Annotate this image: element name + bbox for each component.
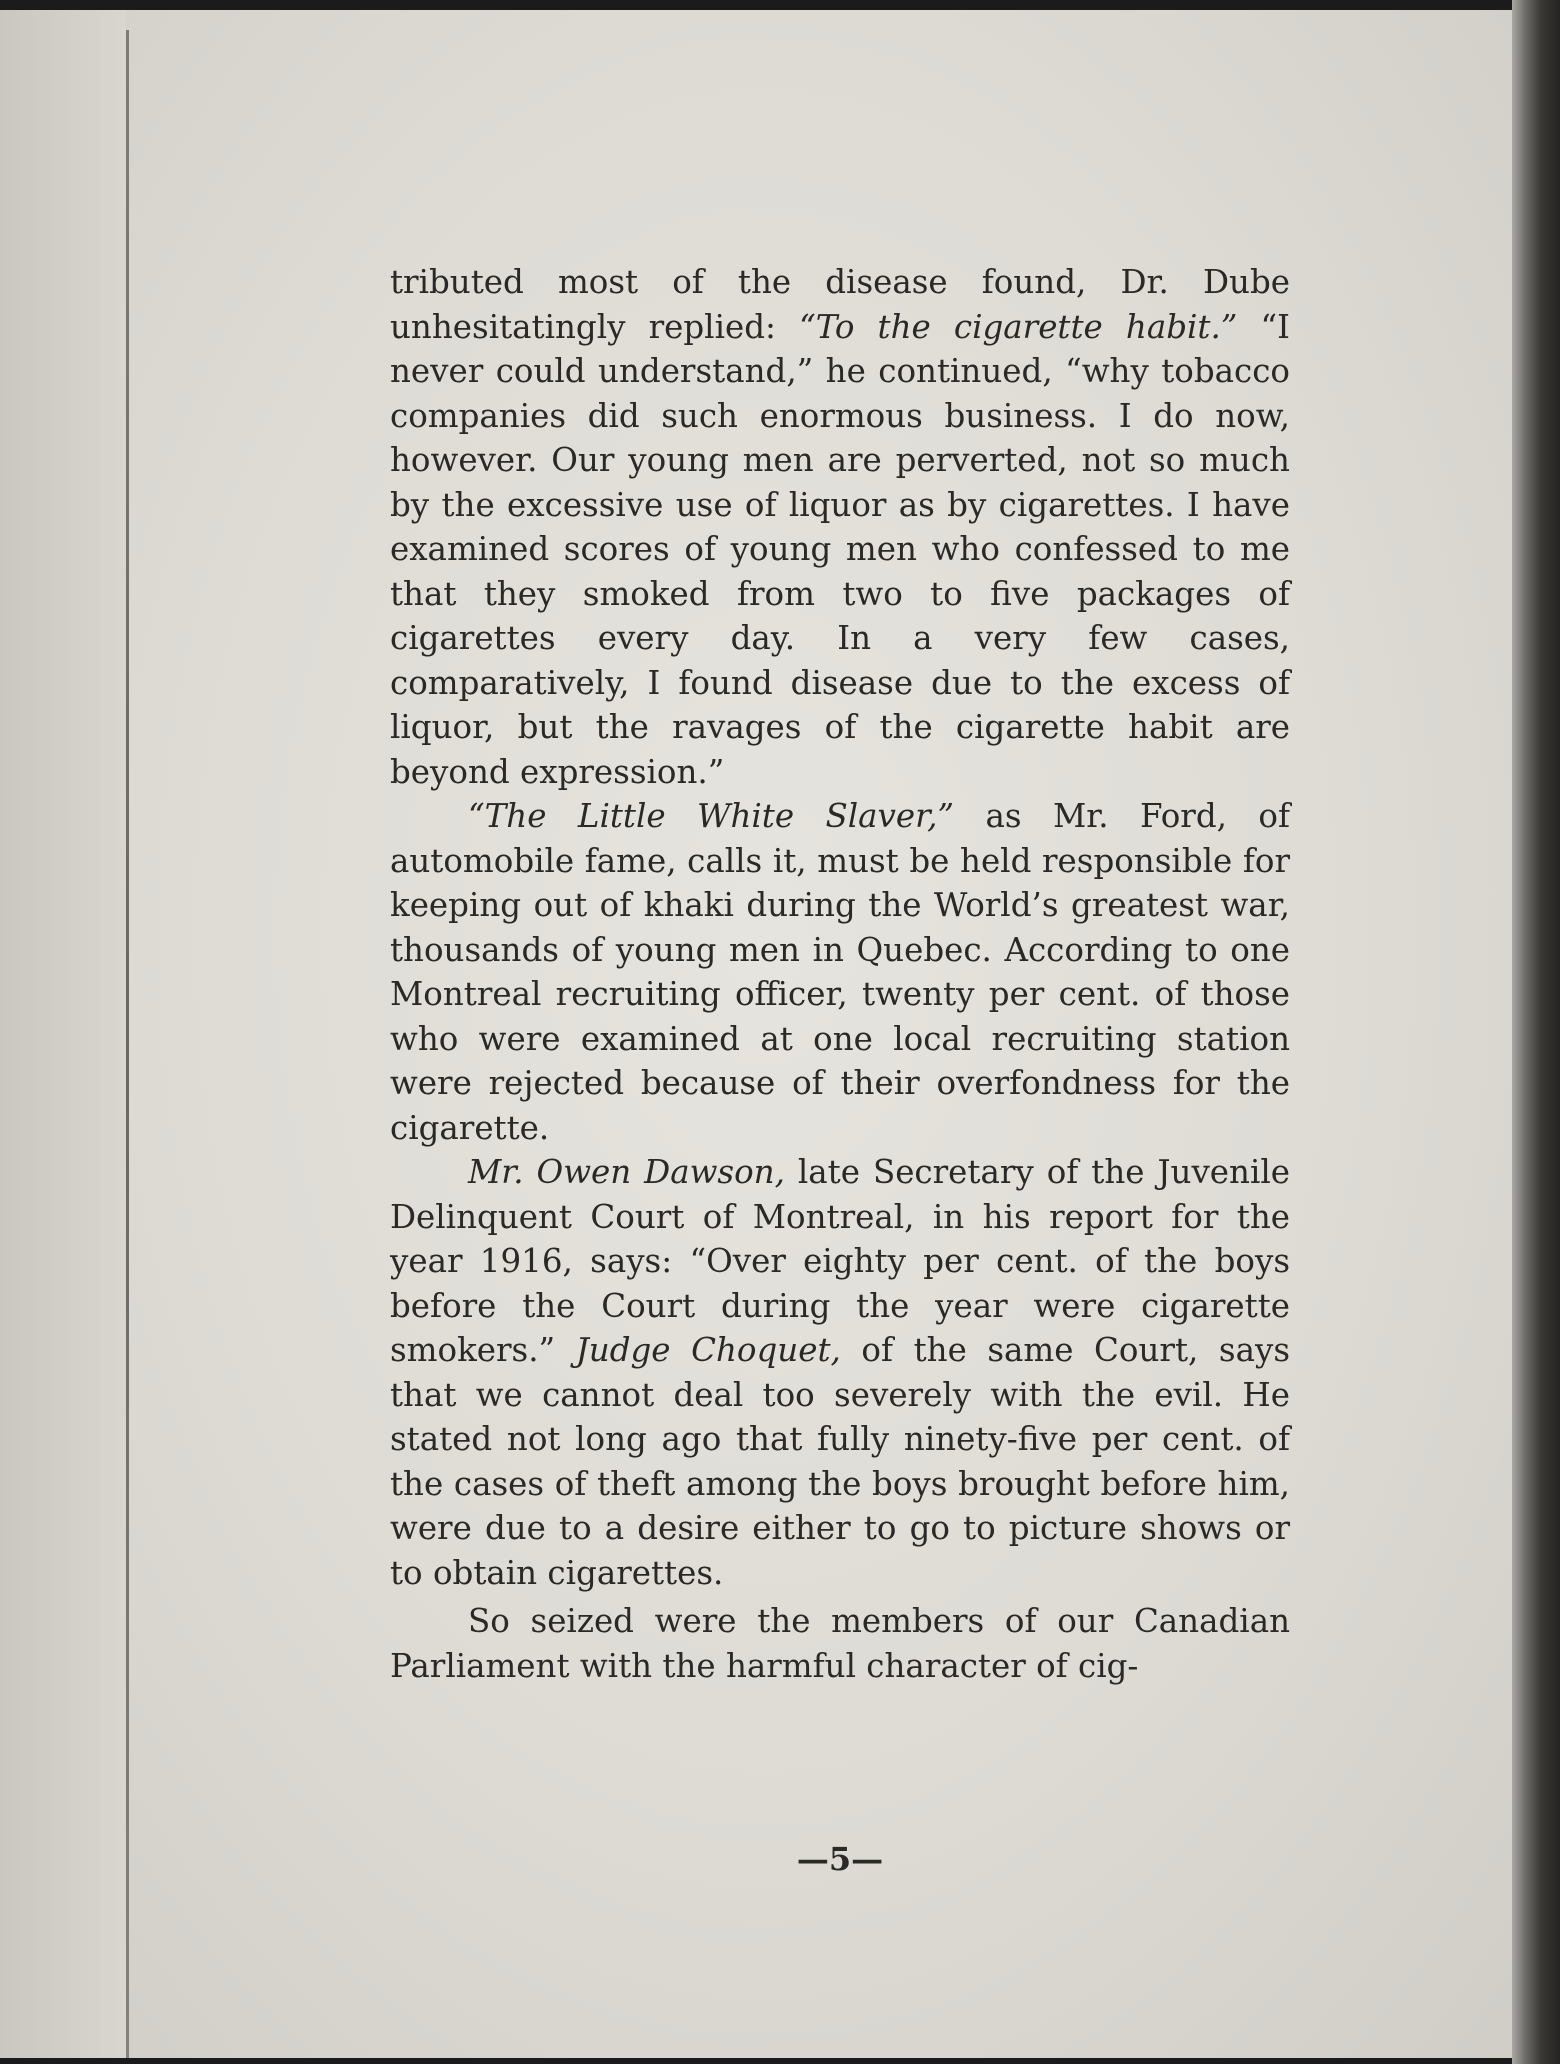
- paragraph-3-italic-name-1: Mr. Owen Dawson,: [468, 1153, 785, 1191]
- paragraph-3-text-1: late Secretary of the Juvenile Delinquent Court of Montreal, in his report for the year 1916, says: “Over eighty per cent. of the boys before the Court during the year were cigarette smokers.”: [390, 1153, 1290, 1369]
- paragraph-4: [390, 1599, 1290, 1688]
- page-stack-edge: [1512, 0, 1560, 2064]
- paragraph-3-italic-name-2: Judge Choquet,: [575, 1331, 841, 1369]
- paragraph-1-text-1: tributed most of the disease found, Dr. Dube unhesitatingly replied:: [390, 263, 1290, 346]
- paragraph-3: [390, 1150, 1290, 1595]
- paragraph-1-italic-quote: “To the cigarette habit.”: [799, 307, 1238, 346]
- paragraph-3-text-2: of the same Court, says that we cannot deal too severely with the evil. He stated not long ago that fully ninety-five per cent. of the cases of theft among the boys brought before him, were due to a desire either to go to picture shows or to obtain cigarettes.: [390, 1331, 1291, 1592]
- paragraph-2: [390, 794, 1290, 1150]
- paragraph-1-text-2: “I never could understand,” he continued, “why tobacco companies did such enormous business. I do now, however. Our young men are perverted, not so much by the excessive use of liquor as by cigarettes. I have examined scores of young men who confessed to me that they smoked from two to five packages of cigarettes every day. In a very few cases, comparatively, I found disease due to the excess of liquor, but the ravages of the cigarette habit are beyond expression.”: [390, 307, 1290, 791]
- body-text: [390, 260, 1290, 1688]
- binding-gutter: [126, 30, 129, 2058]
- paragraph-2-italic-title: “The Little White Slaver,”: [468, 797, 955, 835]
- paragraph-1: [390, 260, 1290, 794]
- book-page: [0, 10, 1530, 2058]
- paragraph-2-text: as Mr. Ford, of automobile fame, calls it, must be held responsible for keeping out of khaki during the World’s greatest war, thousands of young men in Quebec. According to one Montreal recruiting officer, twenty per cent. of those who were examined at one local recruiting station were rejected because of their overfondness for the cigarette.: [390, 797, 1290, 1147]
- page-number: —5—: [796, 1840, 884, 1878]
- facing-page-strip: [0, 10, 126, 2058]
- paragraph-4-text: So seized were the members of our Canadian Parliament with the harmful character of cig-: [390, 1602, 1290, 1685]
